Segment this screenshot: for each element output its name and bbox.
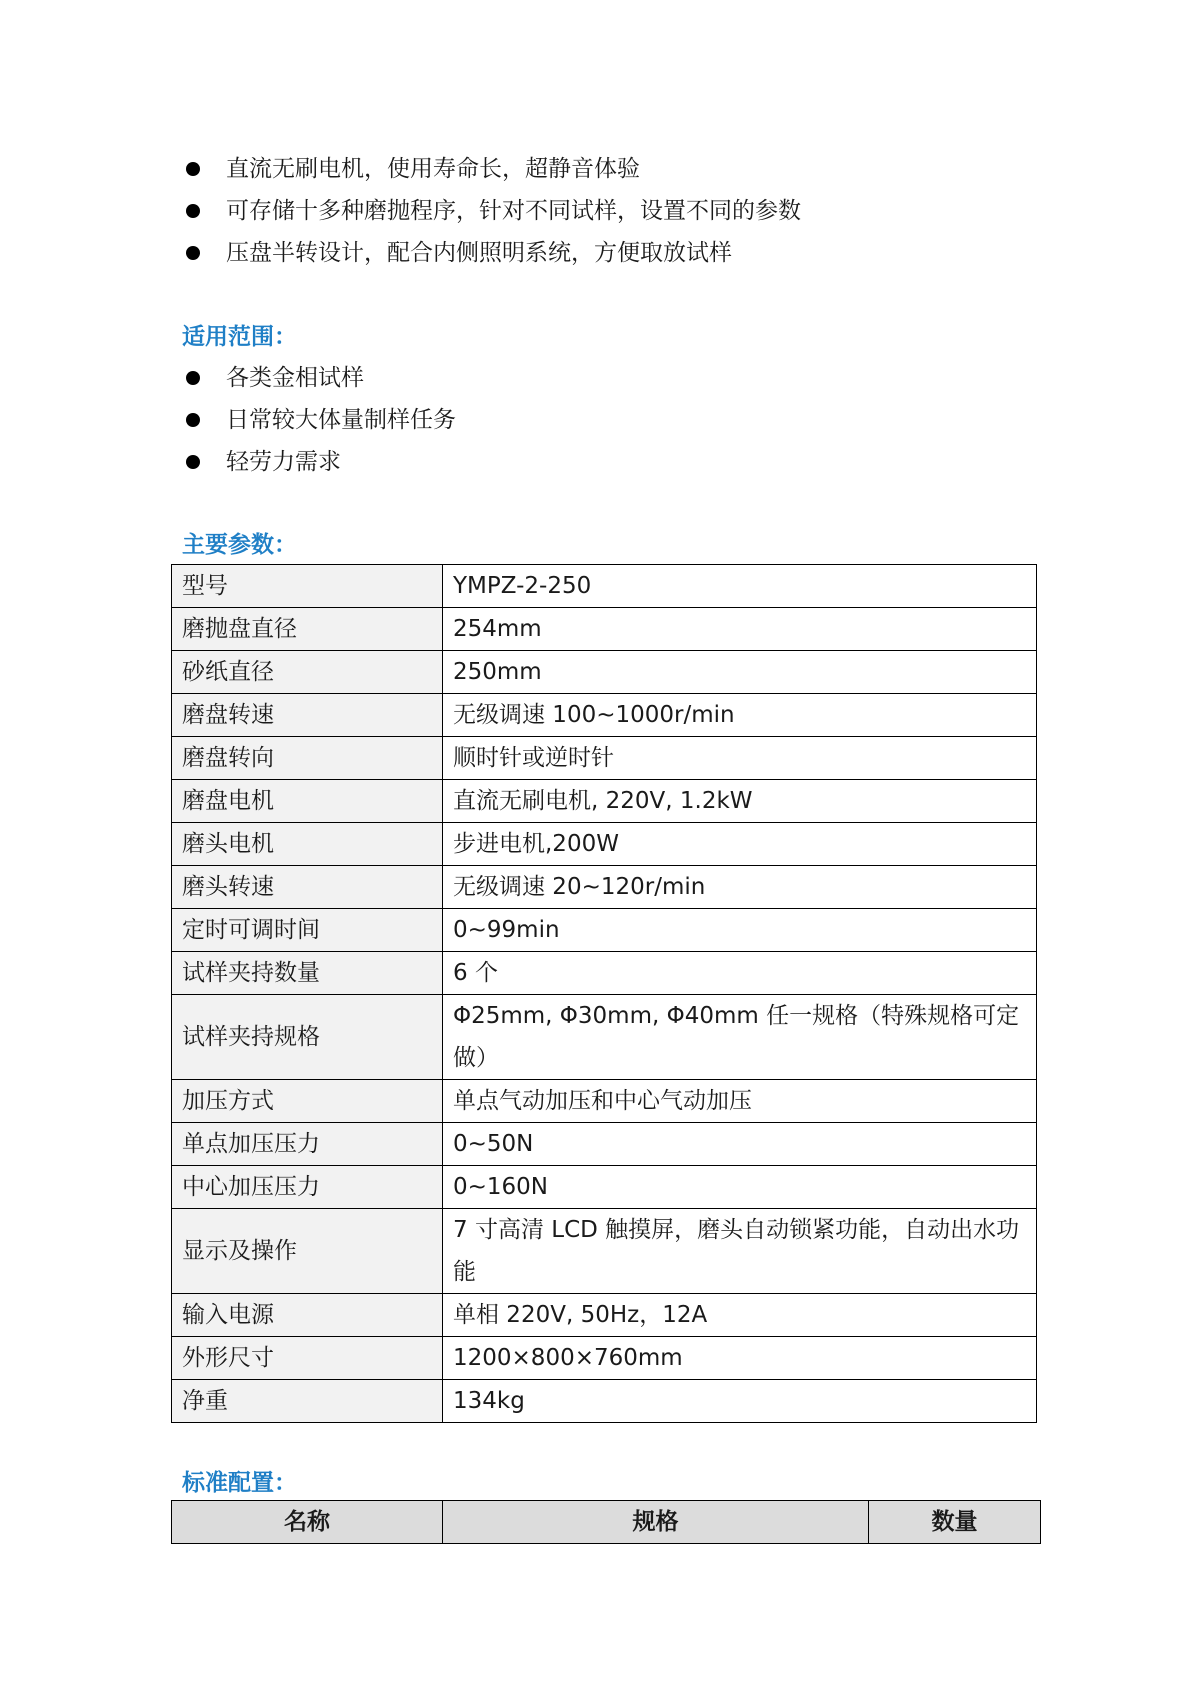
param-label: 试样夹持数量 — [172, 952, 443, 995]
table-row — [172, 1294, 1037, 1337]
feature-text: 可存储十多种磨抛程序，针对不同试样，设置不同的参数 — [226, 198, 801, 224]
param-value: 无级调速 100~1000r/min — [443, 694, 1037, 737]
table-row — [172, 1080, 1037, 1123]
table-row — [172, 909, 1037, 952]
table-row — [172, 866, 1037, 909]
param-value: 0~160N — [443, 1166, 1037, 1209]
param-label: 定时可调时间 — [172, 909, 443, 952]
param-label: 砂纸直径 — [172, 651, 443, 694]
bullet-icon — [186, 455, 200, 469]
param-value: 直流无刷电机, 220V, 1.2kW — [443, 780, 1037, 823]
table-row — [172, 1337, 1037, 1380]
param-value: 134kg — [443, 1380, 1037, 1423]
param-value: 步进电机,200W — [443, 823, 1037, 866]
param-label: 型号 — [172, 565, 443, 608]
param-value: 6 个 — [443, 952, 1037, 995]
table-row — [172, 995, 1037, 1080]
column-header-qty: 数量 — [869, 1501, 1041, 1544]
table-header-row — [172, 1501, 1041, 1544]
param-label: 输入电源 — [172, 1294, 443, 1337]
param-value: 254mm — [443, 608, 1037, 651]
param-value: 0~99min — [443, 909, 1037, 952]
param-value: 7 寸高清 LCD 触摸屏，磨头自动锁紧功能，自动出水功能 — [443, 1209, 1037, 1294]
param-label: 磨头转速 — [172, 866, 443, 909]
config-heading: 标准配置： — [182, 1470, 297, 1496]
param-value: Φ25mm, Φ30mm, Φ40mm 任一规格（特殊规格可定做） — [443, 995, 1037, 1080]
bullet-icon — [186, 162, 200, 176]
param-value: 单点气动加压和中心气动加压 — [443, 1080, 1037, 1123]
param-label: 磨盘转向 — [172, 737, 443, 780]
param-value: 顺时针或逆时针 — [443, 737, 1037, 780]
table-row — [172, 952, 1037, 995]
column-header-spec: 规格 — [443, 1501, 869, 1544]
scope-text: 各类金相试样 — [226, 365, 364, 391]
list-item — [182, 190, 801, 232]
scope-list — [182, 357, 456, 483]
table-row — [172, 823, 1037, 866]
param-label: 单点加压压力 — [172, 1123, 443, 1166]
feature-text: 压盘半转设计，配合内侧照明系统，方便取放试样 — [226, 240, 732, 266]
table-row — [172, 1209, 1037, 1294]
scope-text: 日常较大体量制样任务 — [226, 407, 456, 433]
config-table — [171, 1500, 1041, 1544]
param-label: 加压方式 — [172, 1080, 443, 1123]
param-value: 1200×800×760mm — [443, 1337, 1037, 1380]
list-item — [182, 441, 456, 483]
param-label: 磨抛盘直径 — [172, 608, 443, 651]
table-row — [172, 1123, 1037, 1166]
column-header-name: 名称 — [172, 1501, 443, 1544]
list-item — [182, 399, 456, 441]
table-row — [172, 565, 1037, 608]
bullet-icon — [186, 246, 200, 260]
feature-list — [182, 148, 801, 274]
table-row — [172, 780, 1037, 823]
param-label: 磨盘转速 — [172, 694, 443, 737]
list-item — [182, 357, 456, 399]
param-label: 外形尺寸 — [172, 1337, 443, 1380]
param-value: 单相 220V, 50Hz，12A — [443, 1294, 1037, 1337]
bullet-icon — [186, 204, 200, 218]
param-value: YMPZ-2-250 — [443, 565, 1037, 608]
table-row — [172, 737, 1037, 780]
list-item — [182, 232, 801, 274]
feature-text: 直流无刷电机，使用寿命长，超静音体验 — [226, 156, 640, 182]
bullet-icon — [186, 413, 200, 427]
param-label: 磨盘电机 — [172, 780, 443, 823]
list-item — [182, 148, 801, 190]
param-label: 试样夹持规格 — [172, 995, 443, 1080]
param-label: 中心加压压力 — [172, 1166, 443, 1209]
bullet-icon — [186, 371, 200, 385]
table-row — [172, 608, 1037, 651]
param-label: 净重 — [172, 1380, 443, 1423]
param-value: 0~50N — [443, 1123, 1037, 1166]
table-row — [172, 1166, 1037, 1209]
param-value: 250mm — [443, 651, 1037, 694]
table-row — [172, 1380, 1037, 1423]
param-label: 显示及操作 — [172, 1209, 443, 1294]
table-row — [172, 694, 1037, 737]
params-table — [171, 564, 1037, 1423]
scope-heading: 适用范围： — [182, 324, 297, 350]
param-value: 无级调速 20~120r/min — [443, 866, 1037, 909]
param-label: 磨头电机 — [172, 823, 443, 866]
scope-text: 轻劳力需求 — [226, 449, 341, 475]
table-row — [172, 651, 1037, 694]
params-heading: 主要参数： — [182, 532, 297, 558]
